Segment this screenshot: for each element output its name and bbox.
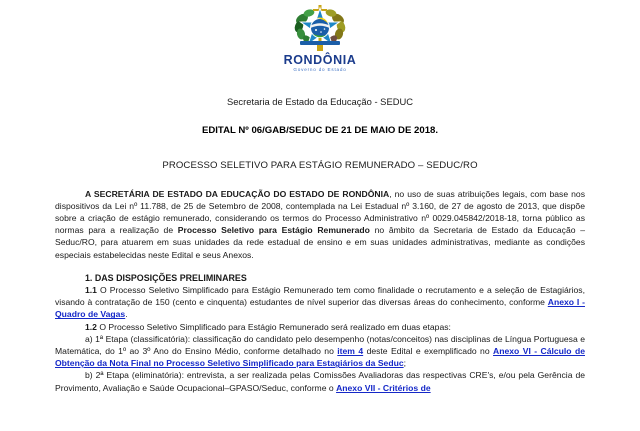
brand-name: RONDÔNIA [283, 53, 357, 67]
item-1-2-number: 1.2 [85, 321, 97, 332]
preamble-part1: , no uso de suas atribuições legais, com base nos dispositivos da Lei nº 11.788, de 25 de Setembro de 2008, contemplada na Lei Estadual nº 3.160, de 27 de agosto de 2013, que dispõe sobre a criação de estágio remunerado, considerando os termos do Processo Administrativo nº 0029.045842/2018-18, torna público as normas para a realização de [55, 188, 585, 236]
document-body [55, 188, 585, 394]
link-anexo-vii[interactable]: Anexo VII - Critérios de [336, 382, 431, 393]
link-item-4[interactable]: item 4 [337, 346, 364, 357]
brazil-coat-of-arms-icon [291, 4, 349, 54]
organization-line: Secretaria de Estado da Educação - SEDUC [226, 95, 414, 107]
item-1-1-text-b: . [125, 309, 128, 320]
item-a [55, 333, 585, 370]
document-header [55, 0, 585, 73]
preamble-lead: A SECRETÁRIA DE ESTADO DA EDUCAÇÃO DO ESTADO DE RONDÔNIA [85, 188, 390, 199]
section-1-title: 1. DAS DISPOSIÇÕES PRELIMINARES [85, 272, 247, 283]
item-1-2-text: O Processo Seletivo Simplificado para Estágio Remunerado será realizado em duas etapas: [96, 321, 451, 332]
preamble-part2: no âmbito da Secretaria de Estado da Educação – Seduc/RO, para atuarem em suas unidades da rede estadual de ensino e em suas unidades administrativas, mediante as condições especiais estabelecidas neste Edital e seus Anexos. [55, 225, 585, 260]
item-a-text-a: a) 1ª Etapa (classificatória): classificação do candidato pelo desempenho (notas/conceitos) nas disciplinas de Língua Portuguesa e Matemática, do 1º ao 3º Ano do Ensino Médio, conforme detalhado no [55, 333, 585, 357]
preamble-bold2: Processo Seletivo para Estágio Remunerado [177, 225, 370, 236]
processo-subtitle: PROCESSO SELETIVO PARA ESTÁGIO REMUNERADO – SEDUC/RO [162, 159, 478, 171]
item-1-2 [55, 321, 585, 333]
item-1-1-number: 1.1 [85, 285, 97, 296]
preamble-paragraph [55, 188, 585, 261]
link-anexo-vi[interactable]: Anexo VI - Cálculo de Obtenção da Nota Final no Processo Seletivo Simplificado para Estagiários da Seduc [55, 346, 585, 369]
item-a-text-c: ; [403, 358, 407, 369]
item-1-1 [55, 284, 585, 321]
brand-subtitle: Governo do Estado [293, 67, 347, 72]
link-anexo-i[interactable]: Anexo I - Quadro de Vagas [55, 297, 585, 320]
item-a-text-b: deste Edital e exemplificado no [363, 346, 494, 357]
item-b [55, 369, 585, 393]
edital-title: EDITAL Nº 06/GAB/SEDUC DE 21 DE MAIO DE 2018. [201, 124, 439, 136]
item-b-text-a: b) 2ª Etapa (eliminatória): entrevista, a ser realizada pelas Comissões Avaliadoras das respectivas CRE's, e/ou pela Gerência de Provimento, Avaliação e Saúde Ocupacional–GPASO/Seduc, conforme o [55, 370, 585, 393]
item-1-1-text-a: O Processo Seletivo Simplificado para Estágio Remunerado tem como finalidade o recrutamento e a seleção de Estagiários, visando à contratação de 150 (cento e cinquenta) estudantes de nível superior das diversas áreas do conhecimento, conforme [55, 285, 585, 308]
